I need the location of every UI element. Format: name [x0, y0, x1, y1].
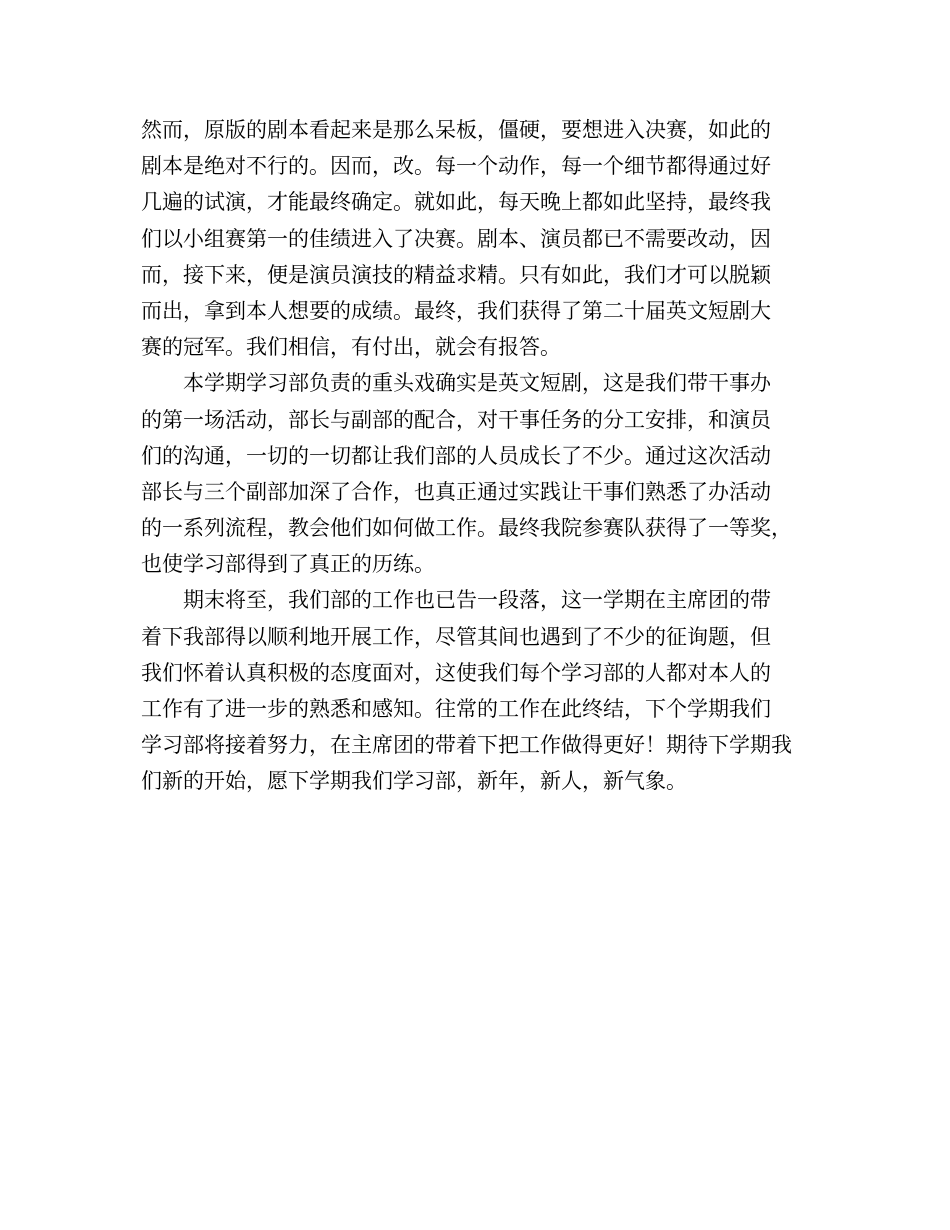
- text-line: 也使学习部得到了真正的历练。: [141, 552, 435, 577]
- text-line: 而，接下来，便是演员演技的精益求精。只有如此，我们才可以脱颖: [141, 262, 771, 287]
- text-line: 部长与三个副部加深了合作，也真正通过实践让干事们熟悉了办活动: [141, 479, 771, 504]
- text-line: 工作有了进一步的熟悉和感知。往常的工作在此终结，下个学期我们: [141, 697, 771, 721]
- text-line: 学习部将接着努力，在主席团的带着下把工作做得更好！期待下学期我: [141, 733, 792, 758]
- text-line: 们的沟通，一切的一切都让我们部的人员成长了不少。通过这次活动: [141, 443, 771, 468]
- paragraph-2: [141, 365, 813, 582]
- text-line: 们以小组赛第一的佳绩进入了决赛。剧本、演员都已不需要改动，因: [141, 226, 771, 251]
- text-line: 赛的冠军。我们相信，有付出，就会有报答。: [141, 335, 561, 360]
- text-line: 而出，拿到本人想要的成绩。最终，我们获得了第二十届英文短剧大: [141, 298, 771, 323]
- text-line: 着下我部得以顺利地开展工作，尽管其间也遇到了不少的征询题，但: [141, 624, 771, 649]
- paragraph-3: [141, 582, 813, 799]
- text-line: 几遍的试演，才能最终确定。就如此，每天晚上都如此坚持，最终我: [141, 190, 771, 215]
- text-line-first: 本学期学习部负责的重头戏确实是英文短剧，这是我们带干事办: [183, 371, 771, 396]
- paragraph-1: [141, 112, 813, 365]
- text-line: 的第一场活动，部长与副部的配合，对干事任务的分工安排，和演员: [141, 407, 771, 432]
- document-body: [141, 112, 813, 800]
- text-line: 的一系列流程，教会他们如何做工作。最终我院参赛队获得了一等奖，: [141, 516, 792, 541]
- text-line: 剧本是绝对不行的。因而，改。每一个动作，每一个细节都得通过好: [141, 154, 771, 179]
- text-line-first: 期末将至，我们部的工作也已告一段落，这一学期在主席团的带: [183, 588, 771, 613]
- text-line: 我们怀着认真积极的态度面对，这使我们每个学习部的人都对本人的: [141, 660, 771, 685]
- text-line: 们新的开始，愿下学期我们学习部，新年，新人，新气象。: [141, 769, 687, 794]
- text-line: 然而，原版的剧本看起来是那么呆板，僵硬，要想进入决赛，如此的: [141, 118, 771, 142]
